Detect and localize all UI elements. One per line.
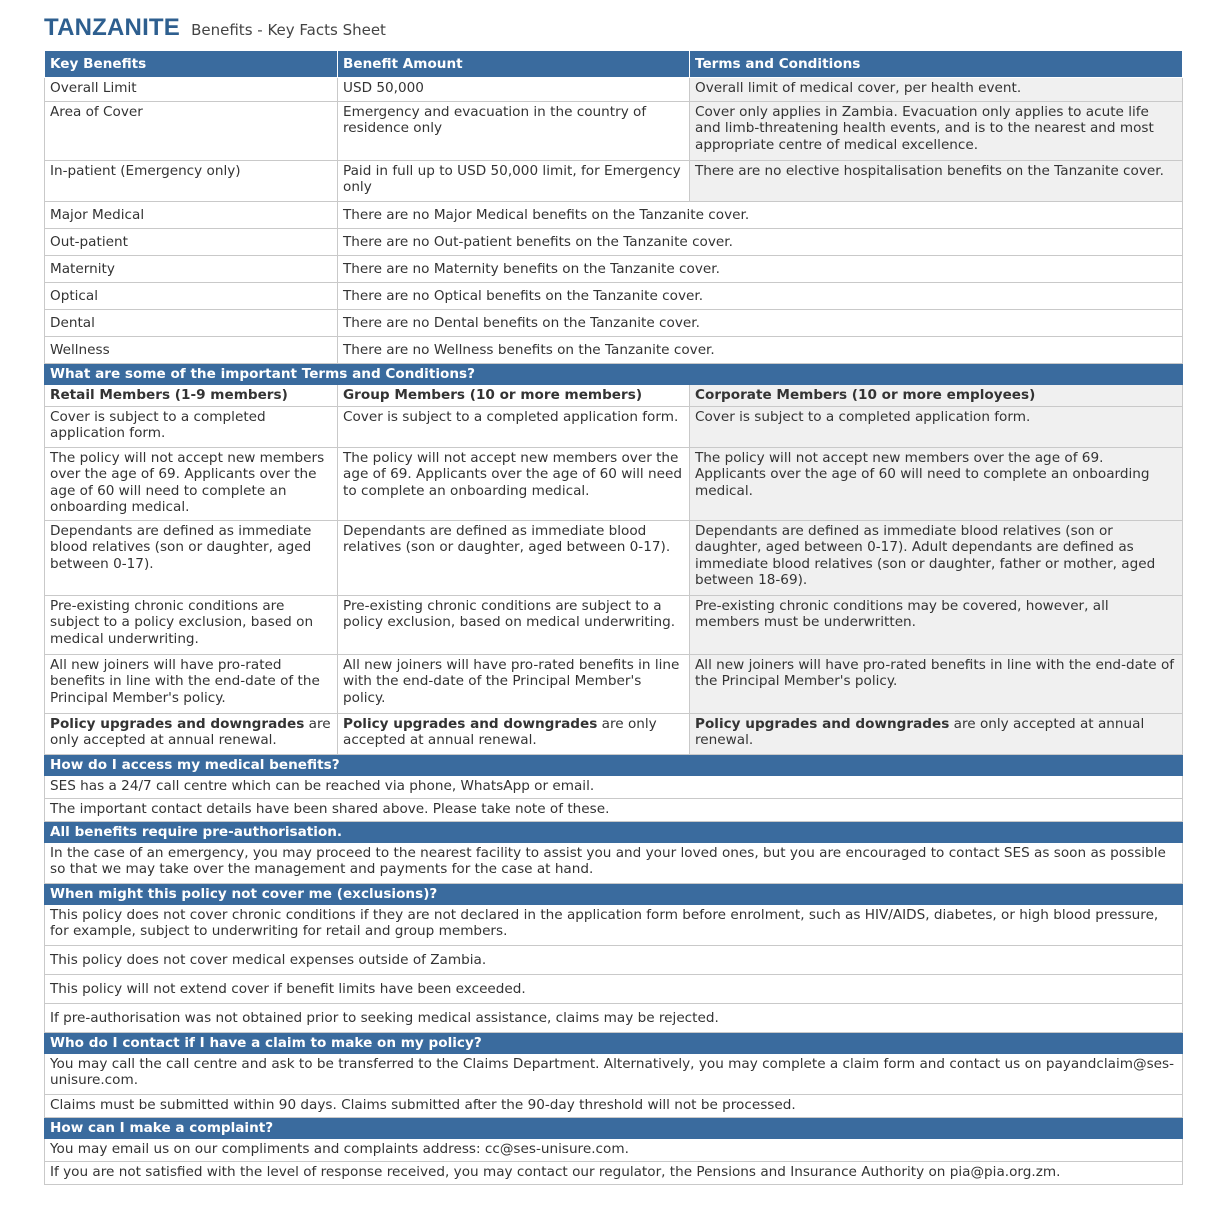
benefit-name: Overall Limit bbox=[45, 78, 338, 102]
benefit-merged-note: There are no Major Medical benefits on the Tanzanite cover. bbox=[338, 202, 1183, 229]
column-header: Key Benefits bbox=[45, 51, 338, 78]
claims-line: You may call the call centre and ask to be transferred to the Claims Department. Alternatively, you may complete a claim form and contact us on payandclaim@ses-unisure.com. bbox=[45, 1054, 1183, 1095]
terms-cell: Pre-existing chronic conditions are subject to a policy exclusion, based on medical underwriting. bbox=[338, 596, 690, 655]
section-header-row bbox=[45, 1118, 1183, 1139]
table-row bbox=[45, 975, 1183, 1004]
section-heading-terms: What are some of the important Terms and Conditions? bbox=[45, 364, 1183, 385]
table-row bbox=[45, 1139, 1183, 1162]
upgrade-bold-text: Policy upgrades and downgrades bbox=[695, 716, 950, 732]
terms-cell-upgrade bbox=[338, 714, 690, 755]
table-row bbox=[45, 1054, 1183, 1095]
terms-column-header: Group Members (10 or more members) bbox=[338, 385, 690, 407]
page-subtitle: Benefits - Key Facts Sheet bbox=[191, 21, 386, 39]
terms-cell: Cover is subject to a completed application form. bbox=[690, 407, 1183, 448]
table-row bbox=[45, 229, 1183, 256]
terms-cell: All new joiners will have pro-rated benefits in line with the end-date of the Principal Member's policy. bbox=[45, 655, 338, 714]
terms-cell: The policy will not accept new members over the age of 69. Applicants over the age of 60 will need to complete an onboarding medical. bbox=[690, 448, 1183, 521]
preauth-line: In the case of an emergency, you may proceed to the nearest facility to assist you and your loved ones, but you are encouraged to contact SES as soon as possible so that we may take over the management and payments for the case at hand. bbox=[45, 843, 1183, 884]
table-row bbox=[45, 407, 1183, 448]
section-heading-preauth: All benefits require pre-authorisation. bbox=[45, 822, 1183, 843]
benefit-merged-note: There are no Optical benefits on the Tanzanite cover. bbox=[338, 283, 1183, 310]
table-row bbox=[45, 78, 1183, 102]
terms-cell: Cover is subject to a completed application form. bbox=[45, 407, 338, 448]
benefits-header-row bbox=[45, 51, 1183, 78]
exclusion-line: This policy does not cover medical expenses outside of Zambia. bbox=[45, 946, 1183, 975]
terms-column-header: Retail Members (1-9 members) bbox=[45, 385, 338, 407]
table-row bbox=[45, 1095, 1183, 1118]
section-header-row bbox=[45, 364, 1183, 385]
benefit-name: Wellness bbox=[45, 337, 338, 364]
section-header-row bbox=[45, 1033, 1183, 1054]
exclusion-line: This policy does not cover chronic conditions if they are not declared in the application form before enrolment, such as HIV/AIDS, diabetes, or high blood pressure, for example, subject to underwriting for retail and group members. bbox=[45, 905, 1183, 946]
upgrade-rest-text: are only accepted at annual renewal. bbox=[343, 716, 657, 749]
benefit-merged-note: There are no Maternity benefits on the Tanzanite cover. bbox=[338, 256, 1183, 283]
table-row bbox=[45, 448, 1183, 521]
terms-cell: Cover is subject to a completed application form. bbox=[338, 407, 690, 448]
table-row bbox=[45, 799, 1183, 822]
table-row bbox=[45, 1162, 1183, 1185]
table-row bbox=[45, 310, 1183, 337]
benefit-name: In-patient (Emergency only) bbox=[45, 161, 338, 202]
table-row bbox=[45, 256, 1183, 283]
table-row bbox=[45, 946, 1183, 975]
exclusion-line: If pre-authorisation was not obtained prior to seeking medical assistance, claims may be rejected. bbox=[45, 1004, 1183, 1033]
table-row bbox=[45, 714, 1183, 755]
section-heading-complaint: How can I make a complaint? bbox=[45, 1118, 1183, 1139]
table-row bbox=[45, 521, 1183, 596]
terms-cell-upgrade bbox=[45, 714, 338, 755]
access-line: SES has a 24/7 call centre which can be reached via phone, WhatsApp or email. bbox=[45, 776, 1183, 799]
benefit-name: Dental bbox=[45, 310, 338, 337]
section-heading-claims: Who do I contact if I have a claim to make on my policy? bbox=[45, 1033, 1183, 1054]
claims-line: Claims must be submitted within 90 days. Claims submitted after the 90-day threshold will not be processed. bbox=[45, 1095, 1183, 1118]
section-header-row bbox=[45, 884, 1183, 905]
terms-cell: The policy will not accept new members over the age of 69. Applicants over the age of 60 will need to complete an onboarding medical. bbox=[45, 448, 338, 521]
terms-cell: All new joiners will have pro-rated benefits in line with the end-date of the Principal Member's policy. bbox=[338, 655, 690, 714]
section-header-row bbox=[45, 755, 1183, 776]
brand-name: TANZANITE bbox=[44, 14, 181, 41]
benefit-terms: There are no elective hospitalisation benefits on the Tanzanite cover. bbox=[690, 161, 1183, 202]
benefits-table bbox=[44, 50, 1183, 1185]
table-row bbox=[45, 655, 1183, 714]
upgrade-bold-text: Policy upgrades and downgrades bbox=[50, 716, 305, 732]
upgrade-rest-text: are only accepted at annual renewal. bbox=[50, 716, 331, 749]
benefit-merged-note: There are no Wellness benefits on the Tanzanite cover. bbox=[338, 337, 1183, 364]
terms-cell: Pre-existing chronic conditions may be covered, however, all members must be underwritten. bbox=[690, 596, 1183, 655]
benefit-amount: Emergency and evacuation in the country of residence only bbox=[338, 102, 690, 161]
terms-columns-row bbox=[45, 385, 1183, 407]
upgrade-rest-text: are only accepted at annual renewal. bbox=[695, 716, 1145, 749]
benefit-name: Area of Cover bbox=[45, 102, 338, 161]
benefit-merged-note: There are no Out-patient benefits on the Tanzanite cover. bbox=[338, 229, 1183, 256]
table-row bbox=[45, 283, 1183, 310]
column-header: Terms and Conditions bbox=[690, 51, 1183, 78]
terms-column-header: Corporate Members (10 or more employees) bbox=[690, 385, 1183, 407]
terms-cell: Dependants are defined as immediate blood relatives (son or daughter, aged between 0-17). bbox=[45, 521, 338, 596]
column-header: Benefit Amount bbox=[338, 51, 690, 78]
table-row bbox=[45, 161, 1183, 202]
terms-cell: The policy will not accept new members over the age of 69. Applicants over the age of 60 will need to complete an onboarding medical. bbox=[338, 448, 690, 521]
benefit-amount: USD 50,000 bbox=[338, 78, 690, 102]
benefit-name: Optical bbox=[45, 283, 338, 310]
benefit-terms: Overall limit of medical cover, per health event. bbox=[690, 78, 1183, 102]
benefit-merged-note: There are no Dental benefits on the Tanzanite cover. bbox=[338, 310, 1183, 337]
complaint-line: You may email us on our compliments and complaints address: cc@ses-unisure.com. bbox=[45, 1139, 1183, 1162]
benefit-name: Maternity bbox=[45, 256, 338, 283]
complaint-line: If you are not satisfied with the level of response received, you may contact our regulator, the Pensions and Insurance Authority on pia@pia.org.zm. bbox=[45, 1162, 1183, 1185]
table-row bbox=[45, 1004, 1183, 1033]
table-row bbox=[45, 337, 1183, 364]
table-row bbox=[45, 596, 1183, 655]
section-heading-exclusions: When might this policy not cover me (exclusions)? bbox=[45, 884, 1183, 905]
terms-cell: Dependants are defined as immediate blood relatives (son or daughter, aged between 0-17). Adult dependants are defined as immediate blood relatives (son or daughter, father or mother, aged between 18-69). bbox=[690, 521, 1183, 596]
benefit-terms: Cover only applies in Zambia. Evacuation only applies to acute life and limb-threatening health events, and is to the nearest and most appropriate centre of medical excellence. bbox=[690, 102, 1183, 161]
benefit-name: Major Medical bbox=[45, 202, 338, 229]
benefit-amount: Paid in full up to USD 50,000 limit, for Emergency only bbox=[338, 161, 690, 202]
benefit-name: Out-patient bbox=[45, 229, 338, 256]
terms-cell: Pre-existing chronic conditions are subject to a policy exclusion, based on medical underwriting. bbox=[45, 596, 338, 655]
table-row bbox=[45, 102, 1183, 161]
table-row bbox=[45, 776, 1183, 799]
terms-cell: Dependants are defined as immediate blood relatives (son or daughter, aged between 0-17). bbox=[338, 521, 690, 596]
exclusion-line: This policy will not extend cover if benefit limits have been exceeded. bbox=[45, 975, 1183, 1004]
terms-cell-upgrade bbox=[690, 714, 1183, 755]
section-heading-access: How do I access my medical benefits? bbox=[45, 755, 1183, 776]
terms-cell: All new joiners will have pro-rated benefits in line with the end-date of the Principal Member's policy. bbox=[690, 655, 1183, 714]
upgrade-bold-text: Policy upgrades and downgrades bbox=[343, 716, 598, 732]
table-row bbox=[45, 905, 1183, 946]
section-header-row bbox=[45, 822, 1183, 843]
page-title bbox=[44, 14, 386, 42]
table-row bbox=[45, 843, 1183, 884]
table-row bbox=[45, 202, 1183, 229]
access-line: The important contact details have been shared above. Please take note of these. bbox=[45, 799, 1183, 822]
